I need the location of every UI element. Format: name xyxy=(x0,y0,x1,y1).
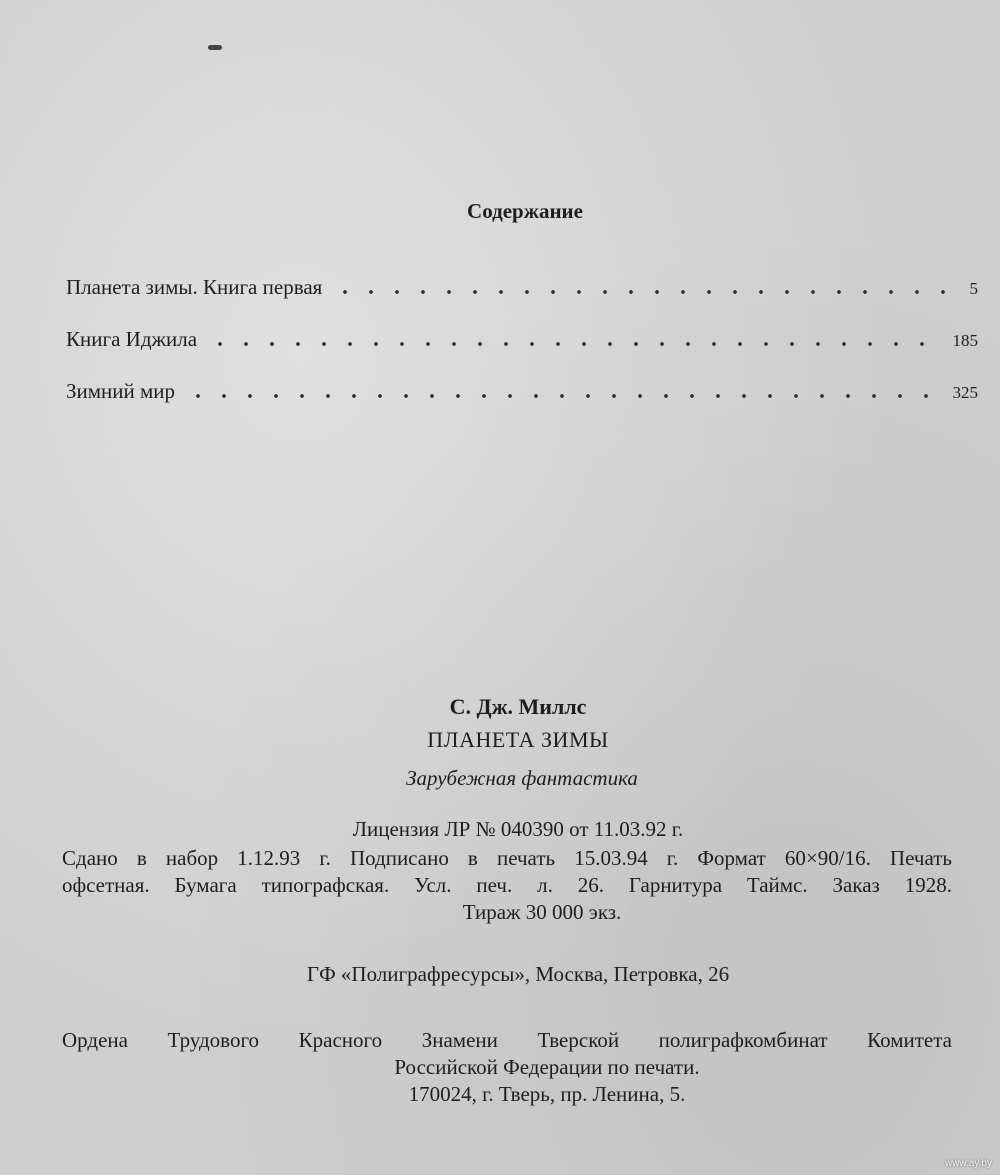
printer-address: 170024, г. Тверь, пр. Ленина, 5. xyxy=(408,1082,686,1106)
author-name: С. Дж. Миллс xyxy=(449,694,587,719)
license-line: Лицензия ЛР № 040390 от 11.03.92 г. xyxy=(352,817,684,841)
print-details-line: Сдано в набор 1.12.93 г. Подписано в печать 15.03.94 г. Формат 60×90/16. Печать xyxy=(62,846,952,870)
toc-entry xyxy=(66,316,978,350)
toc-entry-title: Планета зимы. Книга первая xyxy=(66,275,323,299)
toc-entry xyxy=(66,264,978,298)
toc-entry-page: 325 xyxy=(952,383,978,402)
dot-leader xyxy=(207,322,938,352)
print-run-line: Тираж 30 000 экз. xyxy=(462,900,622,924)
toc-entry-title: Зимний мир xyxy=(66,379,176,403)
dot-leader xyxy=(185,374,938,404)
printer-info xyxy=(62,1027,952,1108)
print-details xyxy=(62,845,952,926)
printer-line: Российской Федерации по печати. xyxy=(394,1055,700,1079)
print-details-line: офсетная. Бумага типографская. Усл. печ. л. 26. Гарнитура Таймс. Заказ 1928. xyxy=(62,873,952,897)
dot-leader xyxy=(332,270,955,300)
toc-entry-title: Книга Иджила xyxy=(66,327,198,351)
toc-heading: Содержание xyxy=(467,199,583,223)
toc-entry-page: 5 xyxy=(969,279,978,298)
site-watermark: www.ay.by xyxy=(944,1158,992,1169)
ink-speck xyxy=(208,45,222,50)
toc-entry xyxy=(66,368,978,402)
series-name: Зарубежная фантастика xyxy=(406,766,638,790)
book-title: ПЛАНЕТА ЗИМЫ xyxy=(427,727,609,752)
toc-entry-page: 185 xyxy=(952,331,978,350)
publisher-line: ГФ «Полиграфресурсы», Москва, Петровка, 26 xyxy=(306,962,730,986)
printer-line: Ордена Трудового Красного Знамени Тверской полиграфкомбинат Комитета xyxy=(62,1028,952,1052)
